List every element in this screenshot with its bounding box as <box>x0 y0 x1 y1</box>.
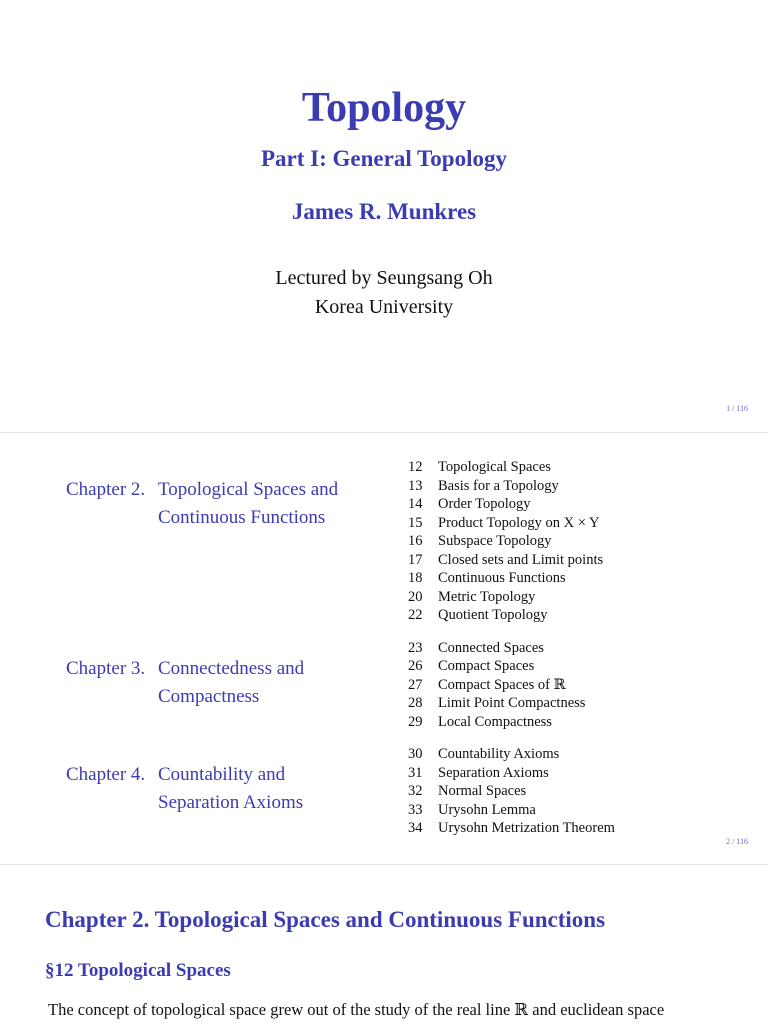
section-title: Metric Topology <box>438 588 536 605</box>
section-number: 26 <box>408 658 423 674</box>
section-title: Compact Spaces of ℝ <box>438 676 566 693</box>
author-name: James R. Munkres <box>291 199 477 224</box>
chapter-label: Chapter 2. <box>66 479 146 500</box>
section-title: Continuous Functions <box>438 570 566 586</box>
section-title: Urysohn Lemma <box>438 801 536 818</box>
section-item[interactable] <box>408 495 615 514</box>
section-title: Closed sets and Limit points <box>438 551 604 568</box>
document-subtitle: Part I: General Topology <box>261 146 507 171</box>
section-item[interactable] <box>408 764 615 783</box>
section-list <box>408 458 615 852</box>
chapter-title: Connectedness and Compactness <box>158 658 305 707</box>
lecturer-name: Lectured by Seungsang Oh <box>275 267 493 289</box>
section-number: 14 <box>408 496 423 512</box>
section-item[interactable] <box>408 694 615 713</box>
section-number: 30 <box>408 746 423 762</box>
section-item[interactable] <box>408 676 615 695</box>
document-title: Topology <box>301 85 467 131</box>
section-number: 29 <box>408 713 423 730</box>
chapter-3-entry[interactable] <box>66 655 368 711</box>
chapter-title: Topological Spaces and Continuous Functions <box>158 479 339 528</box>
chapter-title: Countability and Separation Axioms <box>158 764 304 813</box>
section-item[interactable] <box>408 745 615 764</box>
section-number: 23 <box>408 639 423 656</box>
section-number: 27 <box>408 676 423 693</box>
section-heading: §12 Topological Spaces <box>45 960 231 981</box>
section-item[interactable] <box>408 569 615 588</box>
chapter-2-sections <box>408 458 615 625</box>
chapter-4-entry[interactable] <box>66 761 368 817</box>
chapter-heading: Chapter 2. Topological Spaces and Continuous Functions <box>45 907 606 932</box>
slide-contents <box>0 432 768 865</box>
section-item[interactable] <box>408 713 615 732</box>
section-number: 22 <box>408 607 423 623</box>
body-text: The concept of topological space grew out of the study of the real line ℝ and euclidean space <box>48 1000 665 1019</box>
section-item[interactable] <box>408 458 615 477</box>
section-item[interactable] <box>408 639 615 658</box>
section-title: Quotient Topology <box>438 607 548 623</box>
section-item[interactable] <box>408 819 615 838</box>
section-title: Subspace Topology <box>438 533 552 549</box>
section-item[interactable] <box>408 782 615 801</box>
section-title: Topological Spaces <box>438 459 551 475</box>
section-item[interactable] <box>408 801 615 820</box>
section-title: Local Compactness <box>438 713 552 730</box>
section-number: 16 <box>408 533 423 549</box>
section-number: 20 <box>408 588 423 605</box>
section-number: 33 <box>408 801 423 818</box>
section-title: Separation Axioms <box>438 764 549 781</box>
slide-chapter-2 <box>0 864 768 1025</box>
section-number: 31 <box>408 764 423 781</box>
section-item[interactable] <box>408 606 615 625</box>
chapter-label: Chapter 4. <box>66 764 146 785</box>
section-title: Countability Axioms <box>438 746 560 762</box>
chapter-4-sections <box>408 745 615 838</box>
section-number: 13 <box>408 477 423 494</box>
page-number: 1 / 116 <box>726 404 748 413</box>
section-title: Limit Point Compactness <box>438 695 586 711</box>
section-number: 18 <box>408 570 423 586</box>
lecturer-affiliation: Korea University <box>314 296 454 318</box>
section-title: Connected Spaces <box>438 639 544 656</box>
section-title: Urysohn Metrization Theorem <box>438 820 615 836</box>
section-item[interactable] <box>408 532 615 551</box>
section-number: 15 <box>408 514 423 531</box>
section-number: 17 <box>408 551 423 568</box>
section-number: 34 <box>408 820 423 836</box>
section-title: Normal Spaces <box>438 783 527 799</box>
slide-title <box>0 0 768 432</box>
section-title: Basis for a Topology <box>438 477 559 494</box>
chapter-2-entry[interactable] <box>66 476 368 532</box>
section-item[interactable] <box>408 514 615 533</box>
section-number: 28 <box>408 695 423 711</box>
chapter-3-sections <box>408 639 615 732</box>
section-title: Product Topology on X × Y <box>438 514 600 531</box>
section-item[interactable] <box>408 588 615 607</box>
section-number: 32 <box>408 783 423 799</box>
section-title: Compact Spaces <box>438 658 535 674</box>
section-item[interactable] <box>408 551 615 570</box>
section-item[interactable] <box>408 657 615 676</box>
section-item[interactable] <box>408 477 615 496</box>
page-number: 2 / 116 <box>726 837 748 846</box>
section-number: 12 <box>408 459 423 475</box>
section-title: Order Topology <box>438 496 531 512</box>
chapter-label: Chapter 3. <box>66 658 146 679</box>
lecturer-block <box>0 264 768 322</box>
